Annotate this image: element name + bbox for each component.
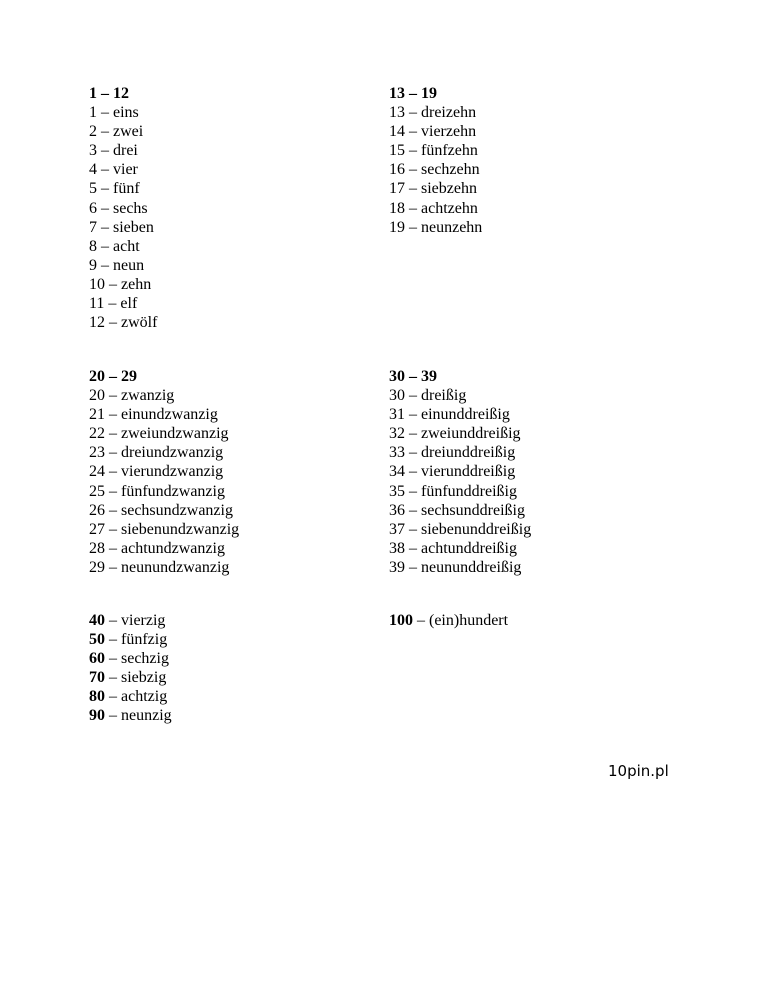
tens-line [89, 611, 172, 630]
number-line: 15 – fünfzehn [389, 142, 478, 160]
section-heading: 1 – 12 [89, 85, 129, 102]
number-line: 39 – neununddreißig [389, 558, 522, 576]
number-line: 19 – neunzehn [389, 218, 483, 236]
numbers-30-39-block [389, 367, 531, 577]
tens-number: 80 [89, 688, 105, 706]
number-line: 14 – vierzehn [389, 123, 477, 141]
tens-word: – siebzig [105, 669, 167, 687]
number-line: 24 – vierundzwanzig [89, 463, 224, 481]
number-line: 11 – elf [89, 295, 138, 313]
number-line: 36 – sechsunddreißig [389, 501, 525, 519]
number-line: 16 – sechzehn [389, 161, 480, 179]
number-line: 20 – zwanzig [89, 387, 175, 405]
section-heading: 20 – 29 [89, 368, 137, 385]
tens-number: 60 [89, 650, 105, 668]
number-line: 34 – vierunddreißig [389, 463, 516, 481]
number-line: 26 – sechsundzwanzig [89, 501, 233, 519]
number-line: 21 – einundzwanzig [89, 406, 218, 424]
number-line: 38 – achtunddreißig [389, 539, 517, 557]
tens-line [89, 630, 172, 649]
number-line: 29 – neunundzwanzig [89, 558, 230, 576]
tens-line [89, 649, 172, 668]
number-line: 30 – dreißig [389, 387, 467, 405]
number-line: 32 – zweiunddreißig [389, 425, 521, 443]
tens-word: – achtzig [105, 688, 168, 706]
hundred-block [389, 611, 508, 630]
numbers-1-12-block [89, 84, 157, 332]
number-line: 31 – einunddreißig [389, 406, 510, 424]
tens-number: 50 [89, 631, 105, 649]
numbers-20-29-block [89, 367, 239, 577]
tens-block [89, 611, 172, 726]
number-line: 25 – fünfundzwanzig [89, 482, 225, 500]
number-line: 35 – fünfunddreißig [389, 482, 517, 500]
number-line: 18 – achtzehn [389, 199, 478, 217]
number-line: 37 – siebenunddreißig [389, 520, 532, 538]
number-line: 23 – dreiundzwanzig [89, 444, 224, 462]
number-line: 6 – sechs [89, 199, 148, 217]
source-footer: 10pin.pl [608, 762, 669, 780]
hundred-number: 100 [389, 612, 413, 629]
tens-line [89, 706, 172, 725]
number-line: 27 – siebenundzwanzig [89, 520, 240, 538]
number-line: 9 – neun [89, 256, 145, 274]
tens-number: 40 [89, 612, 105, 629]
hundred-word: – (ein)hundert [413, 612, 509, 629]
hundred-line [389, 611, 508, 630]
number-line: 2 – zwei [89, 123, 144, 141]
tens-number: 90 [89, 707, 105, 725]
number-line: 8 – acht [89, 237, 140, 255]
numbers-13-19-block [389, 84, 482, 237]
tens-word: – fünfzig [105, 631, 168, 649]
number-line: 7 – sieben [89, 218, 154, 236]
tens-word: – neunzig [105, 707, 172, 725]
section-heading: 30 – 39 [389, 368, 437, 385]
number-line: 1 – eins [89, 104, 139, 122]
number-line: 3 – drei [89, 142, 138, 160]
number-line: 5 – fünf [89, 180, 140, 198]
tens-word: – sechzig [105, 650, 169, 668]
number-line: 22 – zweiundzwanzig [89, 425, 229, 443]
number-line: 12 – zwölf [89, 314, 158, 332]
number-line: 17 – siebzehn [389, 180, 477, 198]
tens-word: – vierzig [105, 612, 166, 629]
section-heading: 13 – 19 [389, 85, 437, 102]
tens-number: 70 [89, 669, 105, 687]
number-line: 33 – dreiunddreißig [389, 444, 516, 462]
number-line: 10 – zehn [89, 275, 152, 293]
number-line: 4 – vier [89, 161, 138, 179]
number-line: 13 – dreizehn [389, 104, 477, 122]
tens-line [89, 687, 172, 706]
tens-line [89, 668, 172, 687]
number-line: 28 – achtundzwanzig [89, 539, 225, 557]
